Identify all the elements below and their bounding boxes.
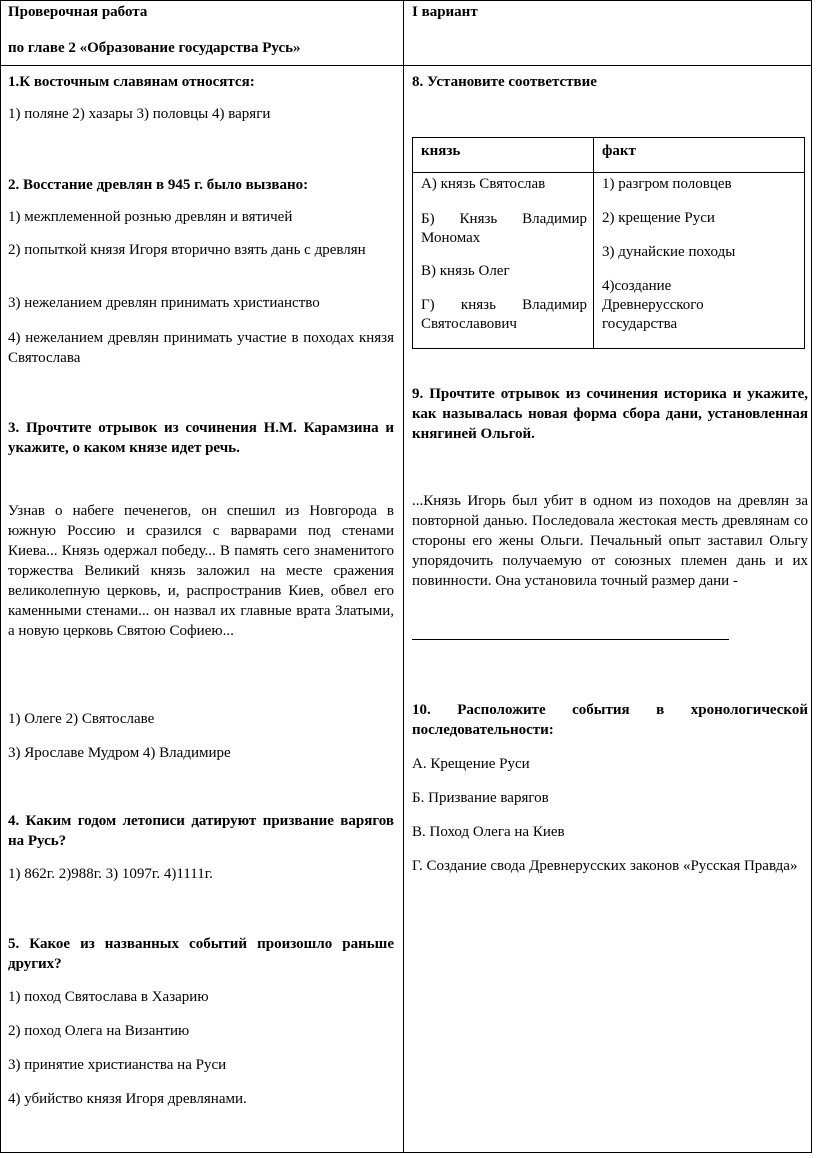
matching-table-col-divider: [593, 138, 594, 348]
matching-table-header-divider: [413, 172, 804, 173]
q3-excerpt: Узнав о набеге печенегов, он спешил из Новгорода в южную Россию и сразился с варварами под стенами Киева... Князь одержал победу... В память сего знаменитого торжества Великий князь заложил на месте сражения великолепную церковь, и, распространив Киев, обвел его каменными стенами... он назвал их главные врата Златыми, а новую церковь Святою Софиею...: [8, 503, 394, 639]
q10-option-a: А. Крещение Руси: [412, 756, 530, 772]
q4-question: 4. Каким годом летописи датируют призвание варягов на Русь?: [8, 813, 394, 849]
q8-question: 8. Установите соответствие: [412, 74, 597, 90]
q3-question: 3. Прочтите отрывок из сочинения Н.М. Карамзина и укажите, о каком князе идет речь.: [8, 420, 394, 456]
q1-answers: 1) поляне 2) хазары 3) половцы 4) варяги: [8, 106, 271, 122]
q3-options-1: 1) Олеге 2) Святославе: [8, 711, 155, 727]
q1-question: 1.К восточным славянам относятся:: [8, 74, 255, 90]
matching-prince-b: Б) Князь Владимир Мономах: [421, 211, 587, 246]
matching-fact-3: 3) дунайские походы: [602, 244, 736, 260]
q2-option-3: 3) нежеланием древлян принимать христианство: [8, 295, 320, 311]
q10-question: 10. Расположите события в хронологической последовательности:: [412, 702, 808, 738]
q9-question: 9. Прочтите отрывок из сочинения историка и укажите, как называлась новая форма сбора дани, установленная княгиней Ольгой.: [412, 386, 808, 442]
matching-header-fact: факт: [602, 143, 636, 159]
q2-option-2: 2) попыткой князя Игоря вторично взять дань с древлян: [8, 242, 366, 258]
matching-prince-g: Г) князь Владимир Святославович: [421, 297, 587, 332]
q10-option-v: В. Поход Олега на Киев: [412, 824, 565, 840]
q5-option-3: 3) принятие христианства на Руси: [8, 1057, 227, 1073]
q4-answers: 1) 862г. 2)988г. 3) 1097г. 4)1111г.: [8, 866, 213, 882]
header-divider: [0, 65, 812, 66]
matching-fact-1: 1) разгром половцев: [602, 176, 732, 192]
q5-option-2: 2) поход Олега на Византию: [8, 1023, 190, 1039]
q5-option-1: 1) поход Святослава в Хазарию: [8, 989, 209, 1005]
matching-prince-v: В) князь Олег: [421, 263, 510, 279]
matching-table: [412, 137, 805, 349]
q5-question: 5. Какое из названных событий произошло раньше других?: [8, 936, 394, 972]
q10-option-b: Б. Призвание варягов: [412, 790, 549, 806]
matching-prince-a: А) князь Святослав: [421, 176, 546, 192]
q3-options-2: 3) Ярославе Мудром 4) Владимире: [8, 745, 231, 761]
q5-option-4: 4) убийство князя Игоря древлянами.: [8, 1091, 247, 1107]
q2-question: 2. Восстание древлян в 945 г. было вызвано:: [8, 177, 309, 193]
column-divider: [403, 0, 404, 1153]
q2-option-4: 4) нежеланием древлян принимать участие в походах князя Святослава: [8, 330, 394, 366]
q10-option-g: Г. Создание свода Древнерусских законов «Русская Правда»: [412, 858, 798, 874]
q9-excerpt: ...Князь Игорь был убит в одном из походов на древлян за повторной данью. Последовала жестокая месть древлянам со стороны его жены Ольги. Печальный опыт заставил Ольгу упорядочить получаемую от союзных племен дань и их повинности. Она установила точный размер дани -: [412, 493, 808, 589]
q2-option-1: 1) межплеменной рознью древлян и вятичей: [8, 209, 293, 225]
matching-fact-2: 2) крещение Руси: [602, 210, 715, 226]
matching-fact-4: 4)создание Древнерусского государства: [602, 278, 704, 332]
variant-label: I вариант: [412, 4, 478, 20]
answer-blank-line[interactable]: [412, 639, 729, 640]
worksheet-subtitle: по главе 2 «Образование государства Русь»: [8, 40, 301, 56]
matching-header-prince: князь: [421, 143, 461, 159]
worksheet-title: Проверочная работа: [8, 4, 148, 20]
